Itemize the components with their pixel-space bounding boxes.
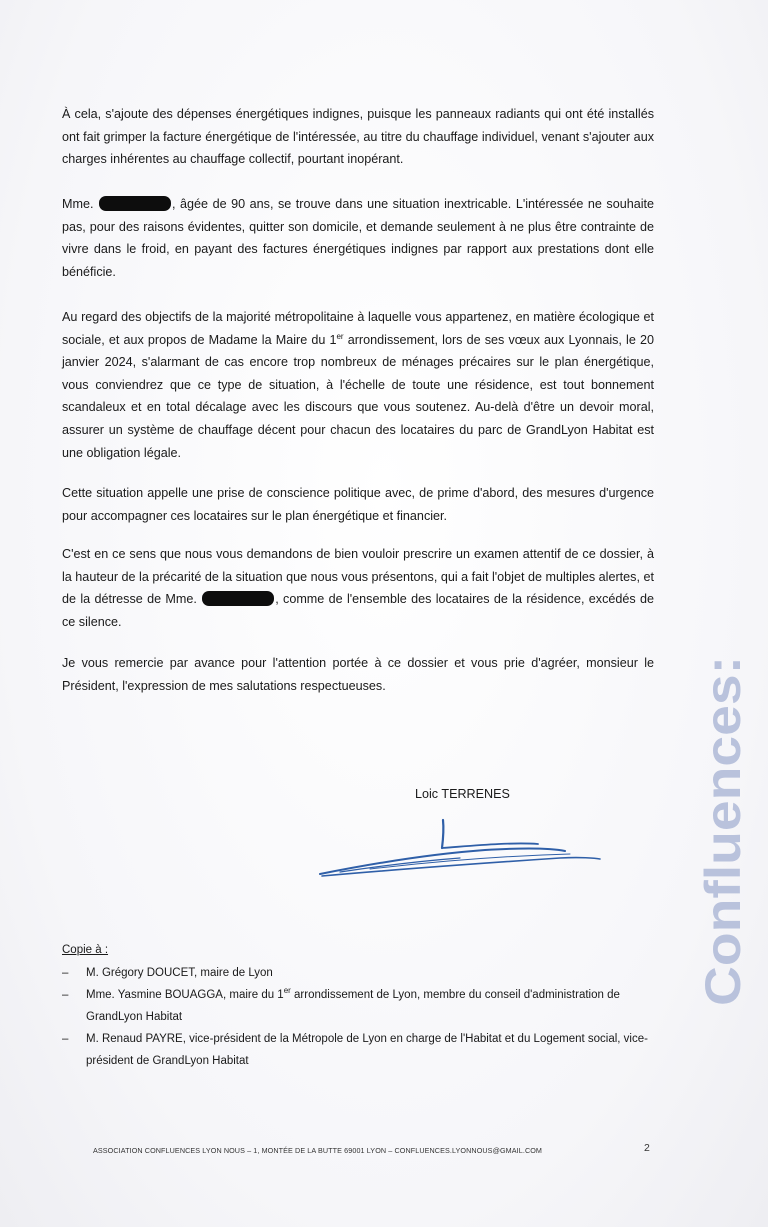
redaction-mark: [202, 591, 274, 606]
paragraph-6: [62, 652, 654, 697]
paragraph-1-text: À cela, s'ajoute des dépenses énergétiques indignes, puisque les panneaux radiants qui ont été installés ont fait grimper la facture énergétique de l'intéressée, au titre du chauffage individuel, venant s'ajouter aux charges inhérentes au chauffage collectif, pourtant inopérant.: [62, 107, 654, 167]
paragraph-5-end: , comme de l'ensemble des locataires de la résidence, excédés de ce silence.: [62, 592, 655, 629]
paragraph-6-text: Je vous remercie par avance pour l'attention portée à ce dossier et vous prie d'agréer, monsieur le Président, l'expression de mes salutations respectueuses.: [62, 656, 654, 693]
redaction-mark: [99, 196, 171, 211]
paragraph-3-end: arrondissement, lors de ses vœux aux Lyonnais, le 20 janvier 2024, s'alarmant de cas encore trop nombreux de ménages précaires sur le plan énergétique, vous conviendrez que ce type de situation, à l'échelle de toute une résidence, est tout bonnement scandaleux et en total décalage avec les discours que vous soutenez. Au-delà d'être un devoir moral, assurer un système de chauffage décent pour chacun des locataires du parc de GrandLyon Habitat est une obligation légale.: [62, 332, 654, 460]
copies-list: [62, 962, 662, 1072]
paragraph-2-start: Mme.: [62, 197, 94, 211]
paragraph-2-end: , âgée de 90 ans, se trouve dans une situation inextricable. L'intéressée ne souhaite pas, pour des raisons évidentes, quitter son domicile, et demande seulement à ne plus être contrainte de vivre dans le froid, en payant des factures énergétiques indignes par rapport aux prestations dont elle bénéficie.: [62, 197, 655, 279]
handwritten-signature: [310, 812, 610, 887]
paragraph-4: [62, 482, 654, 527]
signer-name: Loic TERRENES: [415, 787, 510, 801]
copy-recipient-2-start: Mme. Yasmine BOUAGGA, maire du 1: [86, 989, 284, 1001]
copy-recipient-3: M. Renaud PAYRE, vice-président de la Métropole de Lyon en charge de l'Habitat et du Logement social, vice-président de GrandLyon Habitat: [86, 1033, 648, 1067]
copy-recipient-2-sup: er: [283, 986, 291, 996]
paragraph-2: [62, 193, 654, 283]
page-number: 2: [644, 1142, 650, 1154]
list-item: [62, 962, 662, 984]
list-item: [62, 1028, 662, 1072]
paragraph-1: [62, 103, 654, 171]
copy-recipient-2-end: arrondissement de Lyon, membre du conseil d'administration de GrandLyon Habitat: [86, 989, 620, 1023]
paragraph-3: [62, 306, 654, 464]
copy-recipient-1: M. Grégory DOUCET, maire de Lyon: [86, 967, 273, 979]
paragraph-3-sup: er: [336, 331, 344, 341]
confluences-logo: [695, 650, 751, 1010]
list-dash: –: [62, 989, 69, 1001]
footer-address: ASSOCIATION CONFLUENCES LYON NOUS – 1, MONTÉE DE LA BUTTE 69001 LYON – CONFLUENCES.LYONNOUS@GMAIL.COM: [93, 1146, 543, 1155]
paragraph-5: [62, 543, 654, 633]
list-item: [62, 984, 662, 1028]
confluences-logo-text: Confluences:: [695, 689, 751, 1006]
list-dash: –: [62, 1033, 69, 1045]
paragraph-3-start: Au regard des objectifs de la majorité métropolitaine à laquelle vous appartenez, en matière écologique et sociale, et aux propos de Madame la Maire du 1: [62, 310, 654, 347]
list-dash: –: [62, 967, 69, 979]
paragraph-5-start: C'est en ce sens que nous vous demandons de bien vouloir prescrire un examen attentif de ce dossier, à la hauteur de la précarité de la situation que nous vous présentons, qui a fait l'objet de multiples alertes, et de la détresse de Mme.: [62, 547, 654, 607]
paragraph-4-text: Cette situation appelle une prise de conscience politique avec, de prime d'abord, des mesures d'urgence pour accompagner ces locataires sur le plan énergétique et financier.: [62, 486, 654, 523]
copies-title: Copie à :: [62, 944, 109, 956]
